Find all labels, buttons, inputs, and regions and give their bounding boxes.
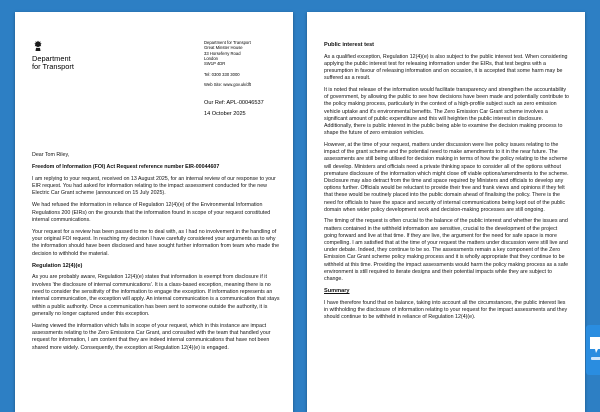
department-name-line-1: Department — [32, 54, 71, 63]
address-line: 33 Horseferry Road — [204, 50, 241, 56]
body-paragraph: We had refused the information in reliance of Regulation 12(4)(e) of the Environmental Information Regulations 200 (EIRs) on the grounds that the information found in scope of your request constituted internal communications. — [32, 202, 271, 223]
letter-page-2 — [307, 12, 585, 412]
body-paragraph: It is noted that release of the information would facilitate transparency and strengthen the accountability of government, by allowing the public to see how decisions have been made and potentially contribute to the policy making process, particularly in the context of a high-profile subject such as zero emission vehicle uptake and it's environmental benefits. The Zero Emission Car Grant scheme involves a significant amount of public expenditure and this will heighten the public interest in disclosure. Additionally, there is public interest in the public being able to examine the decision making process to shape the future of zero emission vehicles. — [324, 87, 569, 137]
address-line: SW1P 4DR — [204, 61, 226, 67]
our-reference: Our Ref: APL-00046537 — [204, 100, 264, 106]
summary-heading: Summary — [324, 287, 350, 294]
body-paragraph: Your request for a review has been passed to me to deal with, as I had no involvement in the handling of your original FOI request. In reaching my decision I have carefully considered your arguments as to why the information should have been disclosed and have sought further information from team who made the decision to withhold the material. — [32, 228, 280, 257]
royal-crest-icon — [32, 40, 44, 52]
sender-address — [204, 40, 289, 88]
section-heading: Regulation 12(4)(e) — [32, 262, 83, 269]
address-line: Department for Transport — [204, 40, 251, 45]
address-line: London — [204, 55, 218, 61]
letter-page-1 — [15, 12, 293, 412]
public-interest-heading: Public interest test — [324, 42, 375, 48]
telephone: Tel: 0300 330 3000 — [204, 71, 240, 77]
subject-line: Freedom of Information (FOI) Act Request reference number EIR-00044607 — [32, 163, 220, 170]
summary-paragraph: I have therefore found that on balance, taking into account all the circumstances, the public interest lies in withholding the disclosure of information relating to your request for the impact assessments and they should continue to be withheld in reliance of Regulation 12(4)(e). — [324, 299, 568, 320]
reference-block — [204, 98, 264, 120]
letter-body — [32, 152, 280, 357]
letter-date: 14 October 2025 — [204, 111, 246, 117]
salutation: Dear Tom Riley, — [32, 152, 70, 158]
floating-widget-icon[interactable] — [586, 325, 600, 375]
website: Web Site: www.gov.uk/dft — [204, 82, 252, 88]
department-name-line-2: for Transport — [32, 62, 74, 72]
page-2-body — [324, 42, 570, 326]
body-paragraph: However, at the time of your request, matters under discussion were live policy issues relating to the impact of the grant scheme and the potential need to make amendments to it in the near future. The assessments are still being utilised for decision making in terms of how the policy relating to the scheme will develop. Ministers and officials need a private thinking space to consider all of the options without premature disclosure of the information which might close off viable options/amendments to the scheme. Disclosure may also detract from the time and space required by Ministers and officials to develop any options further. Officials would be reluctant to provide their free and frank views and opinions if they felt that these would be routinely placed into the public domain ahead of finalising the policy. There is the need for officials to have the space and security of internal communications being kept out of the public domain when wider policy development work and decision-making processes are still ongoing. — [324, 141, 569, 213]
address-line: Great Minster House — [204, 45, 243, 51]
body-paragraph: The timing of the request is often crucial to the balance of the public interest and whether the issues and matters contained in the withheld information are sensitive, crucial to the development of the project going forward and live at that time. If they are live, the argument for the need for safe space is more compelling. I am satisfied that at the time of your request the matters under discussion were still live and under debate. Indeed, they continue to be so. The assessments remain a key component of the Zero Emission Car Grant scheme policy making process and it is wholly appropriate that they continue to be withheld at this time. Providing the impact assessments would harm the policy making process as a safe environment is still required to iterate designs and their potential impacts while they are subject to change. — [324, 218, 569, 283]
body-paragraph: As a qualified exception, Regulation 12(4)(e) is also subject to the public interest test. When considering applying the public interest test for releasing information under the EIRs, that test begins with a presumption in favour of releasing information and on occasion, it is accepted that some harm may be suffered as a result. — [324, 53, 568, 82]
body-paragraph: I am replying to your request, received on 13 August 2025, for an internal review of our response to your EIR request. You had asked for information relating to the impact assessment conducted for the new Electric Car Grant scheme (announced on 15 July 2025). — [32, 175, 276, 197]
department-name — [32, 55, 112, 71]
body-paragraph: Having viewed the information which falls in scope of your request, which in this instance are impact assessments relating to the Zero Emissions Car Grant, and consulted with the team that handled your request for information, I am content that they are indeed internal communications that have not been shared more widely. Consequently, the exception at Regulation 12(4)(e) is engaged. — [32, 322, 271, 351]
body-paragraph: As you are probably aware, Regulation 12(4)(e) states that information is exempt from disclosure if it involves 'the disclosure of internal communications'. It is a class-based exception, meaning there is no need to consider the sensitivity of the information to engage the exception. If information represents an internal communication, the exception will apply. An internal communication is a communication that stays within a public authority. Once a communication has been sent to someone outside the authority, it is generally no longer captured under this exception. — [32, 274, 280, 317]
